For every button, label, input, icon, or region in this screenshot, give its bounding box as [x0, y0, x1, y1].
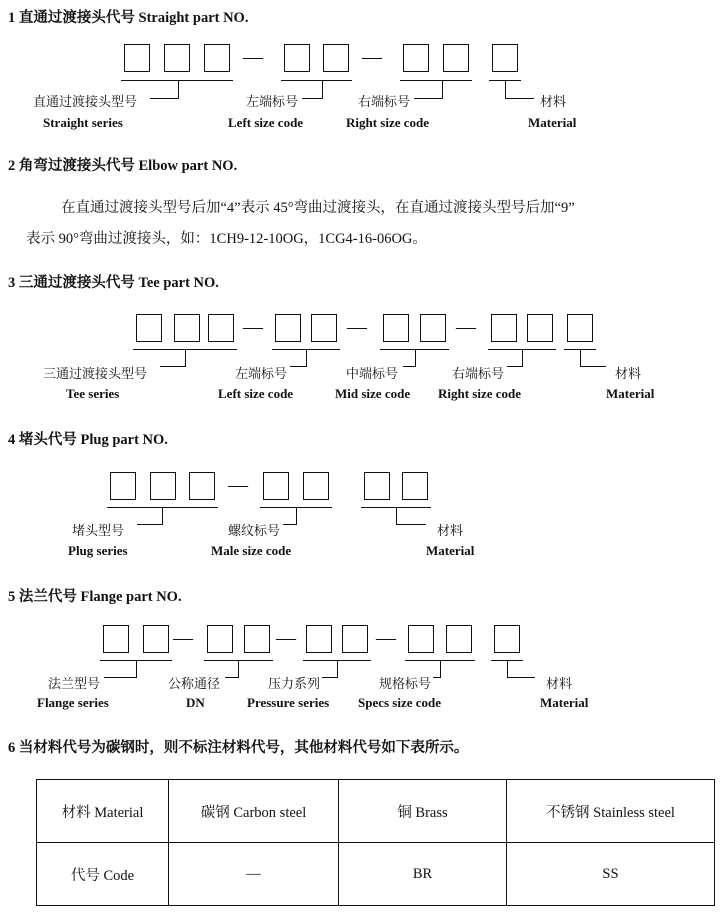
- code-box: [420, 314, 446, 342]
- table-header-cell: 铜 Brass: [339, 780, 507, 843]
- left-size-label-cn: 左端标号: [235, 366, 288, 381]
- bracket-line: [337, 660, 338, 677]
- series-label-en: Flange series: [37, 695, 109, 710]
- code-box: [136, 314, 162, 342]
- code-box: [403, 44, 429, 72]
- male-size-label-cn: 螺纹标号: [228, 523, 281, 538]
- right-size-label-en: Right size code: [438, 386, 522, 401]
- separator-dash: —: [347, 316, 367, 338]
- bracket-line: [396, 524, 426, 525]
- bracket-line: [505, 98, 534, 99]
- bracket-line: [238, 660, 239, 677]
- code-box: [124, 44, 150, 72]
- table-header-cell: 不锈钢 Stainless steel: [507, 780, 715, 843]
- bracket-line: [322, 677, 338, 678]
- right-size-label-cn: 右端标号: [452, 366, 505, 381]
- separator-dash: —: [456, 316, 476, 338]
- table-cell: 代号 Code: [37, 843, 169, 906]
- bracket-line: [137, 524, 163, 525]
- series-label-cn: 法兰型号: [48, 676, 101, 691]
- code-box: [204, 44, 230, 72]
- bracket-line: [396, 507, 397, 524]
- code-box: [275, 314, 301, 342]
- bracket-line: [403, 366, 416, 367]
- code-box: [342, 625, 368, 653]
- code-box: [527, 314, 553, 342]
- section-6-heading: 6 当材料代号为碳钢时，则不标注材料代号，其他材料代号如下表所示。: [8, 740, 469, 756]
- series-label-en: Straight series: [43, 115, 123, 130]
- bracket-line: [440, 660, 441, 677]
- section-2-heading: 2 角弯过渡接头代号 Elbow part NO.: [8, 158, 238, 174]
- series-label-cn: 堵头型号: [72, 523, 125, 538]
- bracket-line: [290, 366, 307, 367]
- series-label-en: Tee series: [66, 386, 120, 401]
- left-size-label-cn: 左端标号: [246, 94, 299, 109]
- bracket-line: [507, 366, 523, 367]
- code-box: [383, 314, 409, 342]
- bracket-line: [178, 80, 179, 98]
- table-header-cell: 碳钢 Carbon steel: [169, 780, 339, 843]
- section-3-heading: 3 三通过渡接头代号 Tee part NO.: [8, 275, 219, 291]
- code-box: [150, 472, 176, 500]
- separator-dash: —: [362, 46, 382, 68]
- section-5-heading: 5 法兰代号 Flange part NO.: [8, 589, 182, 605]
- table-cell: BR: [339, 843, 507, 906]
- material-label-en: Material: [528, 115, 577, 130]
- code-box: [408, 625, 434, 653]
- bracket-line: [185, 349, 186, 366]
- bracket-line: [306, 349, 307, 366]
- bracket-line: [507, 677, 535, 678]
- dn-label-cn: 公称通径: [168, 676, 221, 691]
- bracket-line: [162, 507, 163, 524]
- left-size-label-en: Left size code: [218, 386, 294, 401]
- bracket-line: [580, 366, 606, 367]
- bracket-line: [296, 507, 297, 524]
- code-box: [306, 625, 332, 653]
- code-box: [263, 472, 289, 500]
- bracket-line: [136, 660, 137, 677]
- code-box: [303, 472, 329, 500]
- section-1-heading: 1 直通过渡接头代号 Straight part NO.: [8, 10, 249, 26]
- series-label-cn: 直通过渡接头型号: [33, 94, 138, 109]
- code-box: [110, 472, 136, 500]
- material-label-en: Material: [426, 543, 475, 558]
- bracket-line: [283, 524, 297, 525]
- code-box: [244, 625, 270, 653]
- separator-dash: —: [243, 46, 263, 68]
- dn-label-en: DN: [186, 695, 205, 710]
- separator-dash: —: [173, 627, 193, 649]
- male-size-label-en: Male size code: [211, 543, 292, 558]
- pressure-label-en: Pressure series: [247, 695, 330, 710]
- material-code-table: [36, 779, 715, 906]
- code-box: [311, 314, 337, 342]
- bracket-line: [442, 80, 443, 98]
- pressure-label-cn: 压力系列: [268, 676, 321, 691]
- bracket-line: [415, 349, 416, 366]
- bracket-line: [225, 677, 239, 678]
- material-label-cn: 材料: [437, 523, 464, 538]
- separator-dash: —: [276, 627, 296, 649]
- code-box: [103, 625, 129, 653]
- section-4-heading: 4 堵头代号 Plug part NO.: [8, 432, 168, 448]
- code-box: [567, 314, 593, 342]
- code-box: [402, 472, 428, 500]
- bracket-line: [104, 677, 137, 678]
- code-box: [494, 625, 520, 653]
- elbow-description-line-2: 表示 90°弯曲过渡接头，如：1CH9-12-10OG，1CG4-16-06OG。: [26, 231, 427, 247]
- code-box: [492, 44, 518, 72]
- code-box: [164, 44, 190, 72]
- material-label-cn: 材料: [546, 676, 573, 691]
- table-row: [37, 780, 715, 843]
- bracket-line: [414, 98, 443, 99]
- code-box: [189, 472, 215, 500]
- mid-size-label-cn: 中端标号: [346, 366, 399, 381]
- specs-size-label-en: Specs size code: [358, 695, 442, 710]
- code-box: [207, 625, 233, 653]
- specs-size-label-cn: 规格标号: [379, 676, 432, 691]
- separator-dash: —: [228, 474, 248, 496]
- code-box: [491, 314, 517, 342]
- series-label-en: Plug series: [68, 543, 128, 558]
- mid-size-label-en: Mid size code: [335, 386, 411, 401]
- code-box: [446, 625, 472, 653]
- bracket-line: [150, 98, 179, 99]
- bracket-line: [121, 80, 233, 81]
- code-box: [174, 314, 200, 342]
- bracket-line: [433, 677, 441, 678]
- code-box: [443, 44, 469, 72]
- material-label-en: Material: [606, 386, 655, 401]
- right-size-label-en: Right size code: [346, 115, 430, 130]
- code-box: [208, 314, 234, 342]
- bracket-line: [505, 80, 506, 98]
- material-label-cn: 材料: [615, 366, 642, 381]
- bracket-line: [400, 80, 472, 81]
- left-size-label-en: Left size code: [228, 115, 304, 130]
- table-cell: —: [169, 843, 339, 906]
- series-label-cn: 三通过渡接头型号: [43, 366, 148, 381]
- material-label-en: Material: [540, 695, 589, 710]
- bracket-line: [522, 349, 523, 366]
- separator-dash: —: [376, 627, 396, 649]
- right-size-label-cn: 右端标号: [358, 94, 411, 109]
- bracket-line: [281, 80, 352, 81]
- bracket-line: [322, 80, 323, 98]
- code-box: [143, 625, 169, 653]
- bracket-line: [507, 660, 508, 677]
- separator-dash: —: [243, 316, 263, 338]
- code-box: [323, 44, 349, 72]
- bracket-line: [302, 98, 323, 99]
- table-header-cell: 材料 Material: [37, 780, 169, 843]
- table-cell: SS: [507, 843, 715, 906]
- table-row: [37, 843, 715, 906]
- bracket-line: [580, 349, 581, 366]
- elbow-description-line-1: 在直通过渡接头型号后加“4”表示 45°弯曲过渡接头，在直通过渡接头型号后加“9”: [61, 200, 575, 216]
- bracket-line: [160, 366, 186, 367]
- code-box: [364, 472, 390, 500]
- material-label-cn: 材料: [540, 94, 567, 109]
- code-box: [284, 44, 310, 72]
